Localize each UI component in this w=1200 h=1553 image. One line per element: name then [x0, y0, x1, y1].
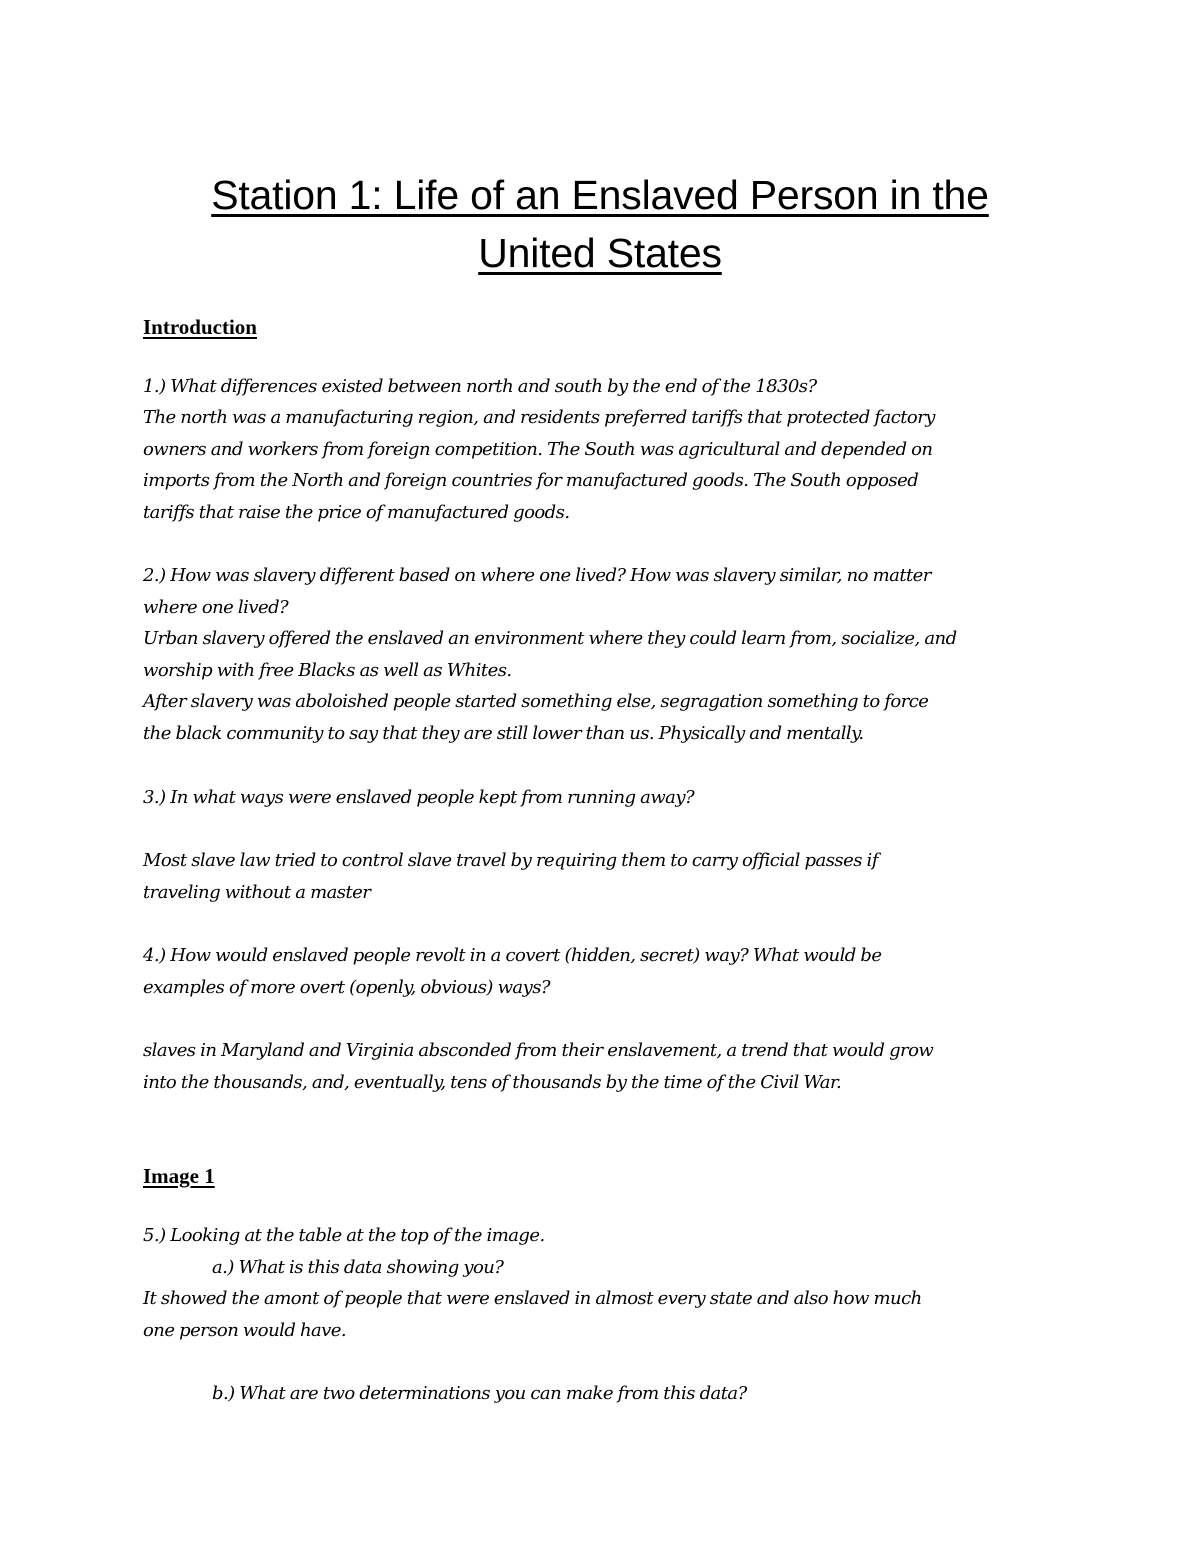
question-1: 1.) What differences existed between north and south by the end of the 1830s? [143, 376, 817, 397]
question-2-line-1: 2.) How was slavery different based on where one lived? How was slavery similar, no matter [143, 565, 931, 586]
answer-4-line-1: slaves in Maryland and Virginia absconded from their enslavement, a trend that would grow [143, 1040, 934, 1061]
section-heading-introduction: Introduction [143, 315, 257, 339]
answer-2-line-1: Urban slavery offered the enslaved an environment where they could learn from, socialize, and [143, 628, 957, 649]
title-line-2: United States [478, 230, 722, 276]
answer-1-line-3: imports from the North and foreign countries for manufactured goods. The South opposed [143, 470, 919, 491]
question-5a: a.) What is this data showing you? [212, 1257, 504, 1278]
answer-1-line-2: owners and workers from foreign competition. The South was agricultural and depended on [143, 439, 933, 460]
answer-1-line-1: The north was a manufacturing region, and residents preferred tariffs that protected factory [143, 407, 935, 428]
question-5: 5.) Looking at the table at the top of the image. [143, 1225, 545, 1246]
question-4-line-1: 4.) How would enslaved people revolt in a covert (hidden, secret) way? What would be [143, 945, 882, 966]
question-4-line-2: examples of more overt (openly, obvious) ways? [143, 977, 551, 998]
answer-2-line-2: worship with free Blacks as well as Whites. [143, 660, 512, 681]
title-line-1: Station 1: Life of an Enslaved Person in the [211, 172, 989, 218]
answer-3-line-2: traveling without a master [143, 882, 371, 903]
section-heading-image-1: Image 1 [143, 1164, 215, 1188]
answer-2-line-3: After slavery was aboloished people started something else, segragation something to force [143, 691, 929, 712]
answer-4-line-2: into the thousands, and, eventually, tens of thousands by the time of the Civil War. [143, 1072, 842, 1093]
question-3: 3.) In what ways were enslaved people kept from running away? [143, 787, 695, 808]
answer-1-line-4: tariffs that raise the price of manufactured goods. [143, 502, 570, 523]
answer-2-line-4: the black community to say that they are still lower than us. Physically and mentally. [143, 723, 864, 744]
answer-5a-line-1: It showed the amont of people that were enslaved in almost every state and also how much [143, 1288, 922, 1309]
question-5b: b.) What are two determinations you can make from this data? [212, 1383, 747, 1404]
page-title [100, 166, 1100, 282]
answer-3-line-1: Most slave law tried to control slave travel by requiring them to carry official passes if [143, 850, 878, 871]
question-2-line-2: where one lived? [143, 597, 289, 618]
answer-5a-line-2: one person would have. [143, 1320, 347, 1341]
